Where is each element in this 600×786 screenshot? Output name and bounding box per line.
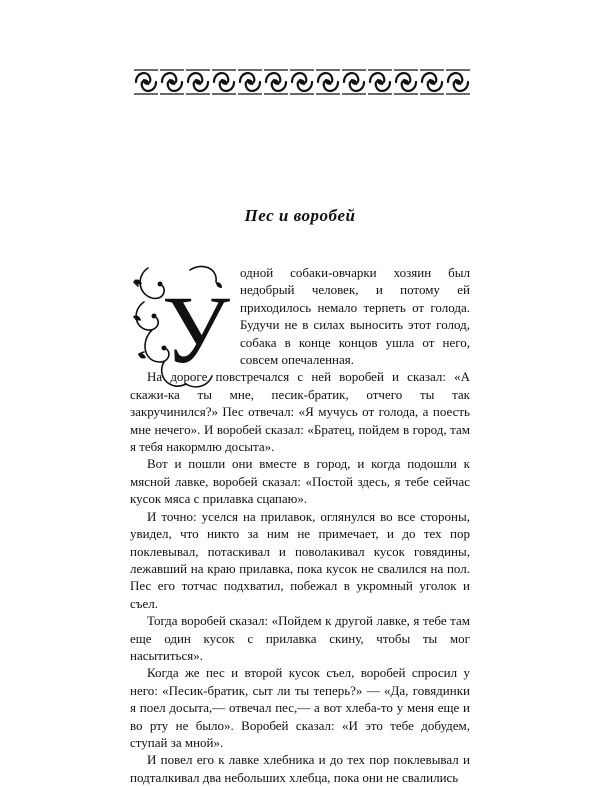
ornament-motif — [134, 70, 158, 94]
floral-initial-icon — [130, 258, 238, 398]
chapter-title: Пес и воробей — [244, 206, 356, 225]
ornament-motif — [186, 70, 210, 94]
ornament-motif — [342, 70, 366, 94]
ornament-motif — [290, 70, 314, 94]
paragraph: Тогда воробей сказал: «Пойдем к другой лавке, я тебе там еще один кусок с прилавка скину, чтобы ты мог насытиться». — [130, 613, 470, 663]
ornament-border-icon — [132, 68, 472, 96]
ornament-motif — [238, 70, 262, 94]
paragraph: И повел его к лавке хлебника и до тех пор поклевывал и подталкивал два небольших хлебца, пока они не свалились — [130, 752, 470, 785]
paragraph: На дороге повстречался с ней воробей и сказал: «А скажи-ка ты мне, песик-братик, отчего ты так закручинился?» Пес отвечал: «Я мучусь от голода, а поесть мне нечего». И воробей сказал: «Братец, пойдем в город, там я тебя накормлю досыта». — [130, 369, 470, 455]
drop-cap-letter: У — [162, 276, 230, 383]
ornament-motif — [264, 70, 288, 94]
ornament-motif — [212, 70, 236, 94]
ornament-motif — [394, 70, 418, 94]
paragraph: Вот и пошли они вместе в город, и когда подошли к мясной лавке, воробей сказал: «Постой здесь, я тебе сейчас кусок мяса с прилавка сцапаю». — [130, 456, 470, 507]
ornament-motif — [446, 70, 470, 94]
ornament-motif — [160, 70, 184, 94]
paragraph: И точно: уселся на прилавок, оглянулся во все стороны, увидел, что никто за ним не примечает, и до тех пор поклевывал, потаскивал и поволакивал кусок говядины, лежавший на краю прилавка, пока кусок не свалился на пол. Пес его тотчас подхватил, побежал в укромный уголок и съел. — [130, 508, 470, 611]
drop-cap — [130, 258, 238, 398]
ornament-motif — [316, 70, 340, 94]
ornament-motif — [420, 70, 444, 94]
ornamental-header-band — [132, 68, 472, 96]
ornament-motif — [368, 70, 392, 94]
paragraph: Когда же пес и второй кусок съел, воробей спросил у него: «Песик-братик, сыт ли ты теперь?» — «Да, говядинки я поел досыта,— отвечал пес,— а вот хлеба-то у меня еще и во рту не было». Воробей сказал: «И это тебе добудем, ступай за мной». — [130, 665, 470, 750]
paragraph: одной собаки-овчарки хозяин был недобрый человек, и потому ей приходилось немало терпеть от голода. Будучи не в силах выносить этот голод, собака в конце концов ушла от него, совсем опечаленная. — [240, 265, 470, 368]
